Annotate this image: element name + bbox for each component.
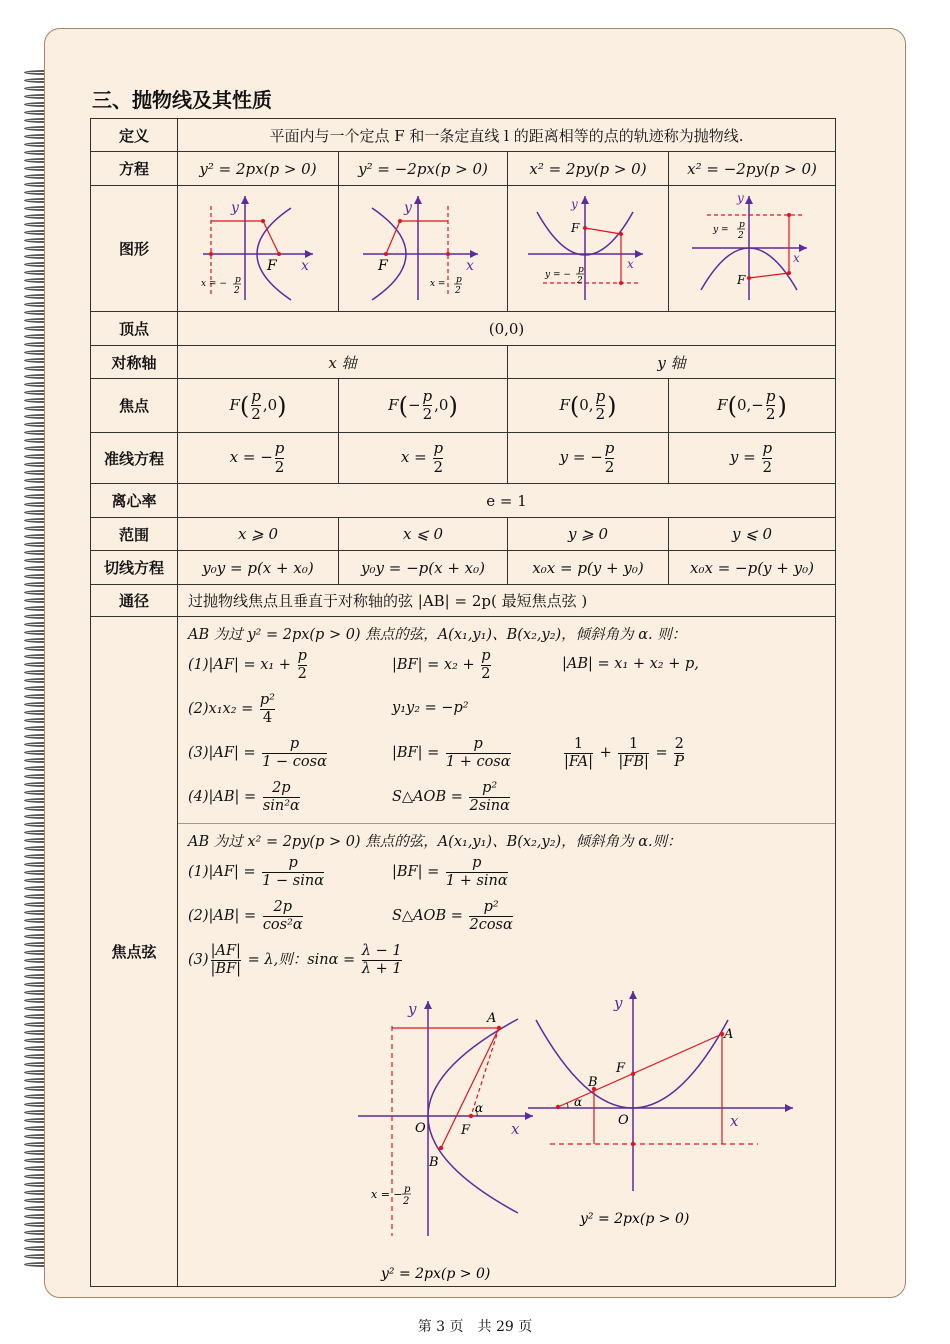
frac-den: 4: [260, 709, 275, 727]
frac-num: p: [604, 439, 615, 458]
label-vertex: 顶点: [91, 312, 178, 346]
axis-x-label: x: [466, 257, 474, 274]
chord2-ab: [188, 899, 305, 933]
graph-right-svg: [183, 188, 333, 306]
frac-num: p: [739, 219, 745, 230]
frac-num: 1: [573, 736, 584, 752]
focus-pre: 0,−: [736, 395, 764, 414]
frac-num: p: [289, 736, 300, 752]
chord-text: (2)x₁x₂ =: [188, 701, 258, 718]
label-tangent: 切线方程: [91, 551, 178, 585]
chord2-bf: [392, 855, 510, 889]
figure-caption-2: y² = 2px(p > 0): [580, 1211, 690, 1227]
frac-den: 2: [251, 405, 261, 423]
frac-den: 2: [738, 230, 744, 241]
focus-pre: −: [407, 395, 421, 414]
frac-num: 1: [629, 736, 639, 752]
frac-den: sin²α: [262, 797, 300, 814]
chord-text: +: [595, 745, 617, 762]
chord-ab: |AB| = x₁ + x₂ + p,: [562, 656, 699, 672]
point-a-label: A: [487, 1011, 497, 1026]
parabola-table: [90, 118, 836, 1287]
row-definition: [91, 119, 836, 152]
equation-2: y² = −2px(p > 0): [339, 152, 508, 186]
frac-num: p: [235, 274, 241, 285]
frac-den: 2: [422, 405, 433, 423]
frac-num: p: [578, 264, 584, 275]
focus-post: ,0: [434, 395, 449, 414]
chord-y1y2: y₁y₂ = −p²: [392, 700, 469, 716]
focus-post: ,0: [262, 395, 278, 414]
row-focal-chord: [91, 617, 836, 1287]
focus-prefix: F: [717, 395, 728, 414]
frac-num: p: [274, 439, 285, 458]
focal-chord-content: [178, 617, 836, 1287]
label-focus: 焦点: [91, 379, 178, 433]
frac-den: 2: [433, 457, 444, 476]
frac-den: 2: [762, 457, 773, 476]
frac-den: 1 − cosα: [262, 753, 327, 770]
row-axis: [91, 346, 836, 379]
frac-den: cos²α: [262, 916, 303, 933]
frac-num: p²: [259, 692, 275, 708]
frac-den: 2: [765, 405, 776, 423]
frac-den: 1 + cosα: [445, 753, 511, 770]
frac-num: p²: [483, 899, 499, 915]
frac-num: p: [288, 855, 298, 871]
row-tangent: [91, 551, 836, 585]
row-eccentricity: [91, 484, 836, 518]
chord-figure-up: [518, 986, 818, 1286]
chord-row: [188, 939, 825, 983]
frac-num: p: [472, 855, 482, 871]
frac-num: λ − 1: [361, 943, 402, 959]
focus-label: F: [461, 1123, 471, 1138]
chord-text: (1)|AF| =: [188, 864, 261, 881]
frac-den: |FA|: [564, 753, 594, 770]
origin-label: O: [415, 1121, 426, 1136]
graph-down: [669, 186, 836, 312]
frac-den: 2cosα: [469, 916, 513, 933]
eccentricity-value: e = 1: [178, 484, 836, 518]
frac-num: p: [765, 386, 776, 405]
frac-num: p: [251, 386, 261, 405]
frac-den: 2: [274, 457, 285, 476]
focus-3: F(0, $\frac{p}{2}$ ): [508, 379, 669, 433]
focus-label: F: [378, 257, 388, 274]
chord2-af: [188, 855, 326, 889]
directrix-label: y = −: [545, 269, 571, 280]
axis-y-label: y: [231, 199, 239, 216]
frac-den: 1 − sinα: [262, 872, 325, 889]
frac-den: 2: [481, 665, 491, 682]
chord-intro-1: AB 为过 y² = 2px(p > 0) 焦点的弦，A(x₁,y₁)、B(x₂,y₂)，倾斜角为 α. 则：: [188, 627, 687, 643]
chord-row: [188, 644, 825, 688]
row-equation: [91, 152, 836, 186]
directrix-1: [178, 433, 339, 484]
definition-text: 平面内与一个定点 F 和一条定直线 l 的距离相等的点的轨迹称为抛物线.: [178, 119, 836, 152]
frac-num: p: [422, 386, 433, 405]
chord-figures: [178, 986, 835, 1286]
chord-area: [392, 780, 512, 814]
chord-text: =: [650, 745, 673, 762]
focus-4: F(0,− $\frac{p}{2}$ ): [669, 379, 836, 433]
axis-x-label: x: [730, 1112, 739, 1130]
graph-right: [178, 186, 339, 312]
directrix-label: x =: [430, 278, 446, 289]
chord-ab-sin: [188, 780, 302, 814]
equation-3: x² = 2py(p > 0): [508, 152, 669, 186]
axis-y-label: y: [408, 1000, 417, 1018]
frac-num: 2p: [272, 780, 291, 796]
graph-down-svg: [677, 188, 827, 306]
frac-num: p: [762, 439, 773, 458]
page-footer: 第 3 页 共 29 页: [417, 1319, 533, 1335]
chord-row: [188, 688, 825, 732]
directrix-lhs: x =: [400, 448, 432, 466]
axis-x-label: x: [793, 250, 800, 265]
focus-label: F: [616, 1061, 626, 1076]
row-vertex: [91, 312, 836, 346]
point-a-label: A: [724, 1027, 734, 1042]
frac-den: |FB|: [618, 753, 649, 770]
focus-2: F(− $\frac{p}{2}$ ,0): [339, 379, 508, 433]
chord-text: (2)|AB| =: [188, 908, 261, 925]
axis-y-label: y: [571, 196, 578, 211]
range-2: x ⩽ 0: [339, 518, 508, 551]
axis-y: y 轴: [508, 346, 836, 379]
row-graph: [91, 186, 836, 312]
frac-den: 2: [234, 285, 240, 296]
chord-text: (4)|AB| =: [188, 789, 261, 806]
chord2-area: [392, 899, 515, 933]
frac-den: 2sinα: [469, 797, 510, 814]
range-4: y ⩽ 0: [669, 518, 836, 551]
axis-x: x 轴: [178, 346, 508, 379]
frac-num: 2p: [273, 899, 293, 915]
chord-text: S△AOB =: [392, 789, 468, 806]
frac-den: 2: [403, 1196, 410, 1207]
chord-section-x: [178, 617, 835, 824]
chord-text: |BF| = x₂ +: [392, 657, 480, 674]
chord-row: [188, 776, 825, 820]
chord-af: [188, 648, 309, 682]
chord-bf: [392, 648, 493, 682]
chord-text: (3)|AF| =: [188, 745, 261, 762]
focus-label: F: [737, 272, 746, 287]
row-focus: [91, 379, 836, 433]
focus-label: F: [267, 257, 277, 274]
range-1: x ⩾ 0: [178, 518, 339, 551]
frac-den: 2: [595, 405, 606, 423]
chord-text: |BF| =: [392, 745, 444, 762]
directrix-4: [669, 433, 836, 484]
axis-y-label: y: [404, 199, 412, 216]
frac-num: p: [404, 1184, 411, 1195]
chord-x1x2: [188, 692, 277, 726]
tangent-3: x₀x = p(y + y₀): [508, 551, 669, 585]
frac-den: λ + 1: [361, 960, 402, 977]
focus-prefix: F: [388, 395, 399, 414]
tangent-1: y₀y = p(x + x₀): [178, 551, 339, 585]
frac-num: p²: [482, 780, 498, 796]
focus-prefix: F: [559, 395, 570, 414]
directrix-lhs: x = −: [229, 448, 273, 466]
label-axis: 对称轴: [91, 346, 178, 379]
directrix-lhs: y =: [729, 448, 761, 466]
frac-num: p: [297, 648, 307, 664]
focus-prefix: F: [229, 395, 240, 414]
figure-caption-1: y² = 2px(p > 0): [381, 1266, 491, 1282]
angle-label: α: [574, 1095, 583, 1109]
frac-num: p: [481, 648, 491, 664]
chord-text: S△AOB =: [392, 908, 468, 925]
chord-text: = λ,则：sinα =: [243, 952, 360, 969]
angle-label: α: [475, 1101, 484, 1115]
graph-up: [508, 186, 669, 312]
equation-1: y² = 2px(p > 0): [178, 152, 339, 186]
frac-den: 1 + sinα: [445, 872, 508, 889]
frac-num: |AF|: [210, 943, 241, 959]
chord2-ratio: [188, 943, 404, 977]
chord-intro-2: AB 为过 x² = 2py(p > 0) 焦点的弦，A(x₁,y₁)、B(x₂,y₂)，倾斜角为 α.则：: [188, 834, 682, 850]
origin-label: O: [618, 1113, 629, 1128]
frac-den: P: [674, 753, 685, 770]
directrix-lhs: y = −: [559, 448, 603, 466]
frac-den: |BF|: [210, 960, 242, 977]
chord-reciprocal: [562, 736, 686, 770]
chord-row: [188, 895, 825, 939]
focus-label: F: [571, 220, 580, 235]
axis-y-label: y: [737, 190, 744, 205]
chord-row: [188, 851, 825, 895]
point-b-label: B: [429, 1155, 439, 1170]
vertex-value: (0,0): [178, 312, 836, 346]
focus-pre: 0,: [579, 395, 594, 414]
graph-left-svg: [348, 188, 498, 306]
chord-row: [188, 732, 825, 776]
directrix-label: y =: [713, 224, 729, 235]
axis-y-label: y: [614, 994, 623, 1012]
frac-den: 2: [455, 285, 461, 296]
axis-x-label: x: [301, 257, 309, 274]
row-latus: [91, 585, 836, 617]
chord-text: |BF| =: [392, 864, 444, 881]
row-range: [91, 518, 836, 551]
frac-den: 2: [577, 275, 583, 286]
chord-text: (3): [188, 952, 209, 969]
chord-af-cos: [188, 736, 329, 770]
label-definition: 定义: [91, 119, 178, 152]
chord-bf-cos: [392, 736, 513, 770]
graph-up-svg: [513, 188, 663, 306]
latus-text: 过抛物线焦点且垂直于对称轴的弦 |AB| = 2p( 最短焦点弦 ): [178, 585, 836, 617]
label-range: 范围: [91, 518, 178, 551]
chord-section-y: [178, 824, 835, 986]
label-eccentricity: 离心率: [91, 484, 178, 518]
directrix-2: [339, 433, 508, 484]
equation-4: x² = −2py(p > 0): [669, 152, 836, 186]
frac-den: 2: [297, 665, 307, 682]
section-title: 三、抛物线及其性质: [92, 88, 272, 112]
label-graph: 图形: [91, 186, 178, 312]
graph-left: [339, 186, 508, 312]
range-3: y ⩾ 0: [508, 518, 669, 551]
tangent-2: y₀y = −p(x + x₀): [339, 551, 508, 585]
frac-num: p: [595, 386, 606, 405]
frac-num: p: [473, 736, 483, 752]
directrix-label: x = −: [371, 1188, 403, 1201]
frac-num: p: [456, 274, 462, 285]
frac-num: p: [433, 439, 444, 458]
directrix-label: x = −: [201, 278, 227, 289]
directrix-3: [508, 433, 669, 484]
label-equation: 方程: [91, 152, 178, 186]
frac-num: 2: [674, 736, 684, 752]
point-b-label: B: [588, 1075, 598, 1090]
tangent-4: x₀x = −p(y + y₀): [669, 551, 836, 585]
label-directrix: 准线方程: [91, 433, 178, 484]
frac-den: 2: [604, 457, 615, 476]
label-latus: 通径: [91, 585, 178, 617]
axis-x-label: x: [627, 256, 634, 271]
focus-1: F( $\frac{p}{2}$ ,0): [178, 379, 339, 433]
label-focal-chord: 焦点弦: [91, 617, 178, 1287]
row-directrix: [91, 433, 836, 484]
chord-text: (1)|AF| = x₁ +: [188, 657, 296, 674]
axis-x-label: x: [511, 1120, 520, 1138]
